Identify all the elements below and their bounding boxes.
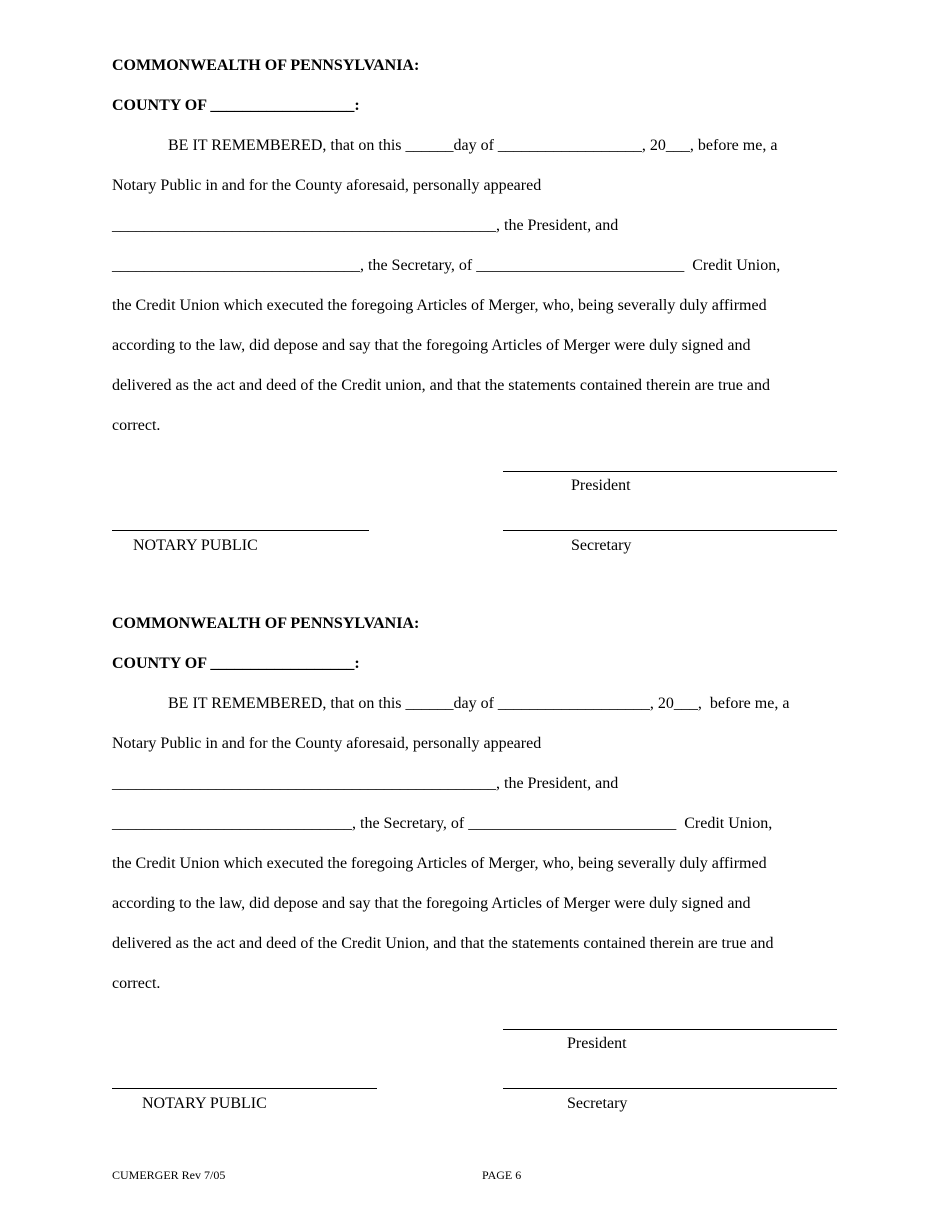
president-signature-line [503, 471, 837, 472]
body-line: Notary Public in and for the County aforesaid, personally appeared [112, 177, 542, 194]
notary-signature-line [112, 1088, 377, 1089]
body-line: the Credit Union which executed the foregoing Articles of Merger, who, being severally duly affirmed [112, 855, 767, 872]
president-blank-line: ________________________________________________, the President, and [112, 775, 619, 792]
page-number: PAGE 6 [482, 1168, 522, 1182]
notary-label: NOTARY PUBLIC [142, 1095, 267, 1112]
body-line: the Credit Union which executed the foregoing Articles of Merger, who, being severally duly affirmed [112, 297, 767, 314]
notary-signature-line [112, 530, 369, 531]
body-line: Notary Public in and for the County aforesaid, personally appeared [112, 735, 542, 752]
state-heading: COMMONWEALTH OF PENNSYLVANIA: [112, 57, 420, 74]
form-revision-footer: CUMERGER Rev 7/05 [112, 1168, 226, 1182]
county-heading: COUNTY OF __________________: [112, 655, 360, 672]
body-line: delivered as the act and deed of the Credit union, and that the statements contained therein are true and [112, 377, 770, 394]
secretary-blank-line: ______________________________, the Secretary, of __________________________ Credit Union, [112, 815, 773, 832]
secretary-blank-line: _______________________________, the Secretary, of __________________________ Credit Union, [112, 257, 781, 274]
state-heading: COMMONWEALTH OF PENNSYLVANIA: [112, 615, 420, 632]
remembered-line: BE IT REMEMBERED, that on this ______day of ___________________, 20___, before me, a [168, 695, 790, 712]
body-line: delivered as the act and deed of the Credit Union, and that the statements contained therein are true and [112, 935, 774, 952]
secretary-signature-line [503, 530, 837, 531]
body-line: according to the law, did depose and say that the foregoing Articles of Merger were duly signed and [112, 337, 751, 354]
president-label: President [571, 477, 631, 494]
president-blank-line: ________________________________________________, the President, and [112, 217, 619, 234]
body-line: correct. [112, 417, 161, 434]
president-signature-line [503, 1029, 837, 1030]
secretary-label: Secretary [567, 1095, 628, 1112]
secretary-signature-line [503, 1088, 837, 1089]
remembered-line: BE IT REMEMBERED, that on this ______day of __________________, 20___, before me, a [168, 137, 778, 154]
body-line: according to the law, did depose and say that the foregoing Articles of Merger were duly signed and [112, 895, 751, 912]
county-heading: COUNTY OF __________________: [112, 97, 360, 114]
president-label: President [567, 1035, 627, 1052]
body-line: correct. [112, 975, 161, 992]
secretary-label: Secretary [571, 537, 632, 554]
notary-label: NOTARY PUBLIC [133, 537, 258, 554]
